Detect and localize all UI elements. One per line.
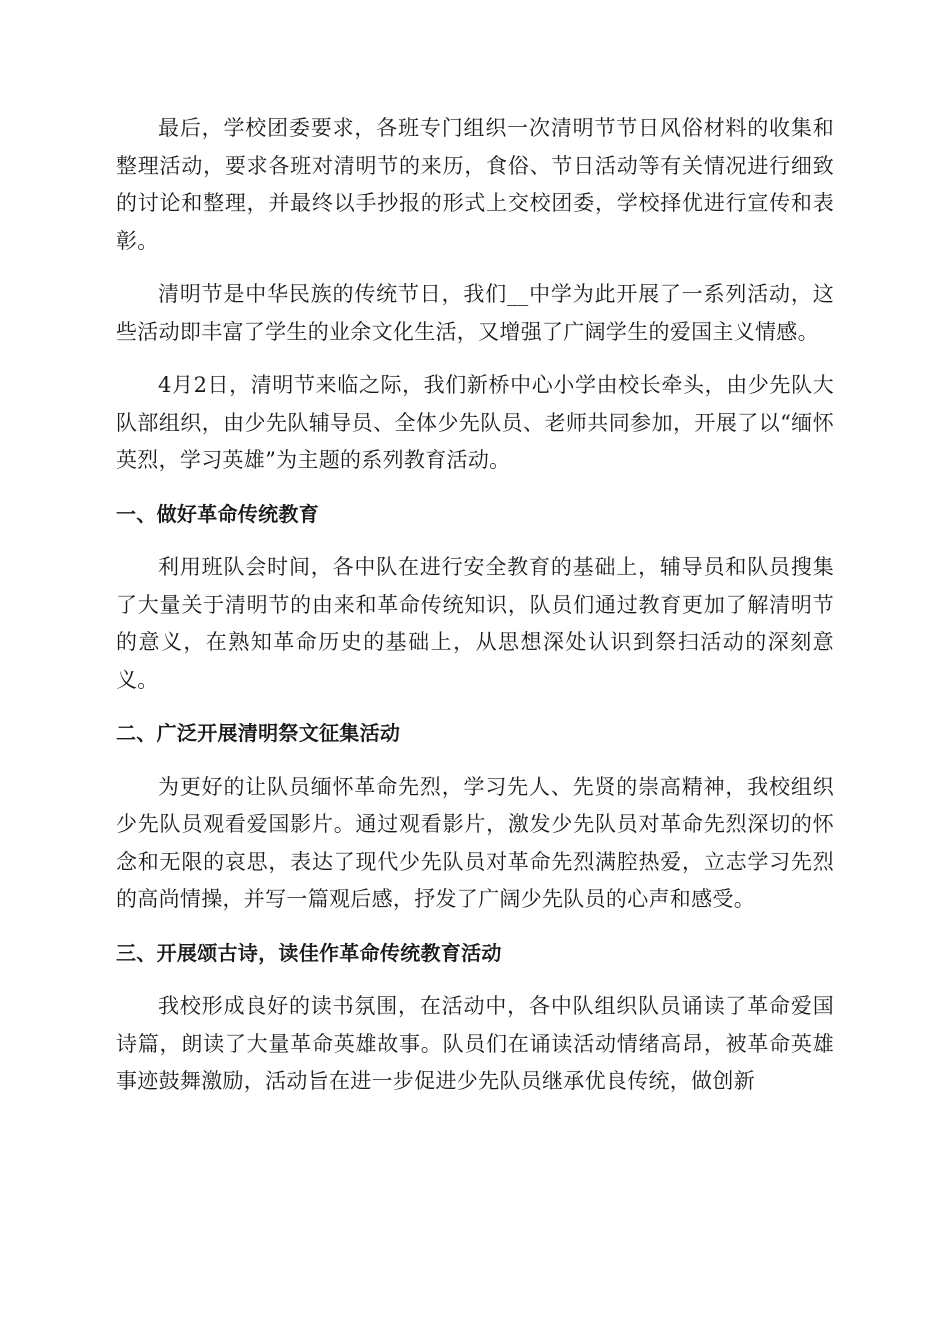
paragraph-event-overview: 4月2日，清明节来临之际，我们新桥中心小学由校长牵头，由少先队大队部组织，由少先队辅导员、全体少先队员、老师共同参加，开展了以“缅怀英烈，学习英雄”为主题的系列教育活动。 [116,373,834,472]
section-heading-2: 二、广泛开展清明祭文征集活动 [116,721,401,745]
paragraph-closing-requirements: 最后，学校团委要求，各班专门组织一次清明节节日风俗材料的收集和整理活动，要求各班对清明节的来历，食俗、节日活动等有关情况进行细致的讨论和整理，并最终以手抄报的形式上交校团委，学校择优进行宣传和表彰。 [116,116,834,253]
paragraph-section-2: 为更好的让队员缅怀革命先烈，学习先人、先贤的崇高精神，我校组织少先队员观看爱国影片。通过观看影片，激发少先队员对革命先烈深切的怀念和无限的哀思，表达了现代少先队员对革命先烈满腔热爱，立志学习先烈的高尚情操，并写一篇观后感，抒发了广阔少先队员的心声和感受。 [116,774,834,911]
paragraph-section-3: 我校形成良好的读书氛围，在活动中，各中队组织队员诵读了革命爱国诗篇，朗读了大量革命英雄故事。队员们在诵读活动情绪高昂，被革命英雄事迹鼓舞激励，活动旨在进一步促进少先队员继承优良传统，做创新 [116,994,834,1093]
section-heading-3: 三、开展颂古诗，读佳作革命传统教育活动 [116,940,502,965]
paragraph-section-1: 利用班队会时间，各中队在进行安全教育的基础上，辅导员和队员搜集了大量关于清明节的由来和革命传统知识，队员们通过教育更加了解清明节的意义，在熟知革命历史的基础上，从思想深处认识到祭扫活动的深刻意义。 [116,555,834,692]
paragraph-intro: 清明节是中华民族的传统节日，我们__中学为此开展了一系列活动，这些活动即丰富了学生的业余文化生活，又增强了广阔学生的爱国主义情感。 [116,282,834,344]
section-heading-1: 一、做好革命传统教育 [116,501,319,526]
